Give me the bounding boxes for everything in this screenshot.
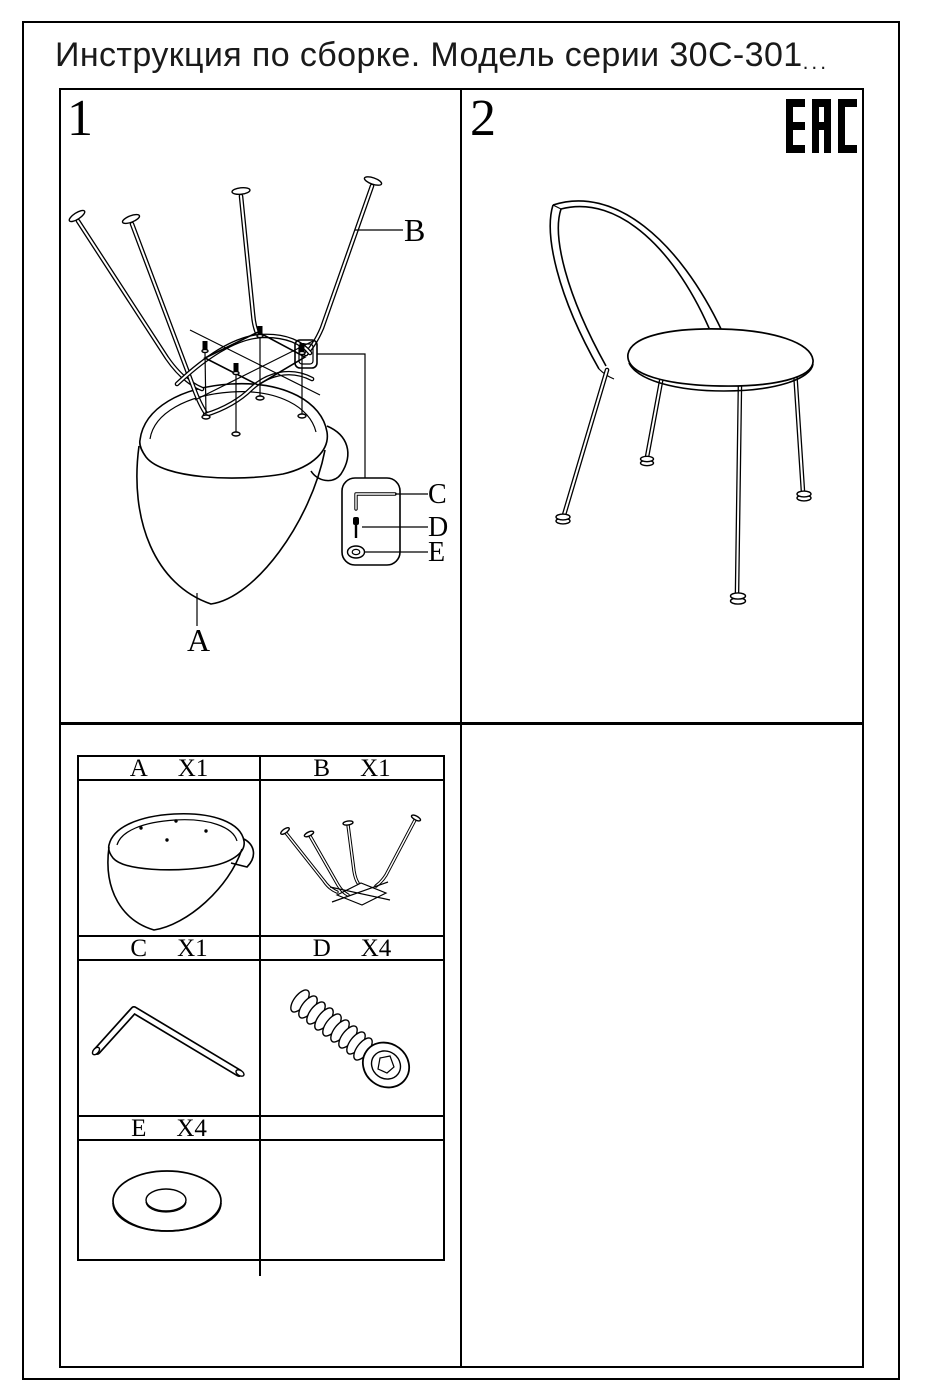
callout-connector [317,354,365,478]
allen-key-icon [79,963,259,1113]
part-b-label: B [313,754,331,782]
part-cell-empty [261,1141,443,1276]
part-header-empty [261,1117,443,1141]
part-cell-a [79,781,261,937]
part-header-d [261,934,443,962]
part-d-label: D [312,934,331,962]
step-2-number: 2 [470,90,496,147]
part-c-label: C [130,934,148,962]
part-header-a [79,754,261,782]
horizontal-divider [59,722,864,725]
part-label-e: E [428,537,446,568]
washer-icon [348,546,365,558]
part-d-qty: X4 [360,934,392,962]
screw-threads [287,987,375,1063]
part-label-a: A [187,622,211,658]
part-header-e [79,1114,261,1142]
part-label-b: B [404,212,426,248]
page-title [55,36,829,75]
eac-mark-letters [786,99,857,153]
part-header-b [261,754,443,782]
part-cell-e [79,1141,261,1276]
part-cell-d [261,961,443,1117]
seat-outline [137,384,348,604]
chair-seat [628,329,813,391]
page-title-suffix: ... [802,51,830,74]
part-e-qty: X4 [176,1114,207,1142]
leg-frame-outline [68,175,383,415]
step-1-number: 1 [67,90,93,147]
part-label-c: C [428,479,447,510]
part-cell-c [79,961,261,1117]
washer-icon [79,1141,259,1276]
page-title-text: Инструкция по сборке. Модель серии 30С-301 [55,36,803,74]
exploded-chair-figure [59,88,460,722]
part-header-c [79,934,261,962]
part-a-qty: X1 [177,754,209,782]
part-cell-b [261,781,443,937]
part-e-label: E [131,1114,147,1142]
assembled-chair-figure [462,88,864,722]
part-label-d: D [428,512,449,543]
part-a-label: A [129,754,148,782]
leg-frame-icon [262,783,442,933]
screw-icon [262,963,442,1113]
part-c-qty: X1 [177,934,208,962]
seat-icon [79,783,259,933]
screws-and-guides [202,326,306,436]
eac-mark [786,99,857,153]
parts-table [77,755,445,1261]
chair-legs [556,370,811,604]
part-b-qty: X1 [360,754,391,782]
